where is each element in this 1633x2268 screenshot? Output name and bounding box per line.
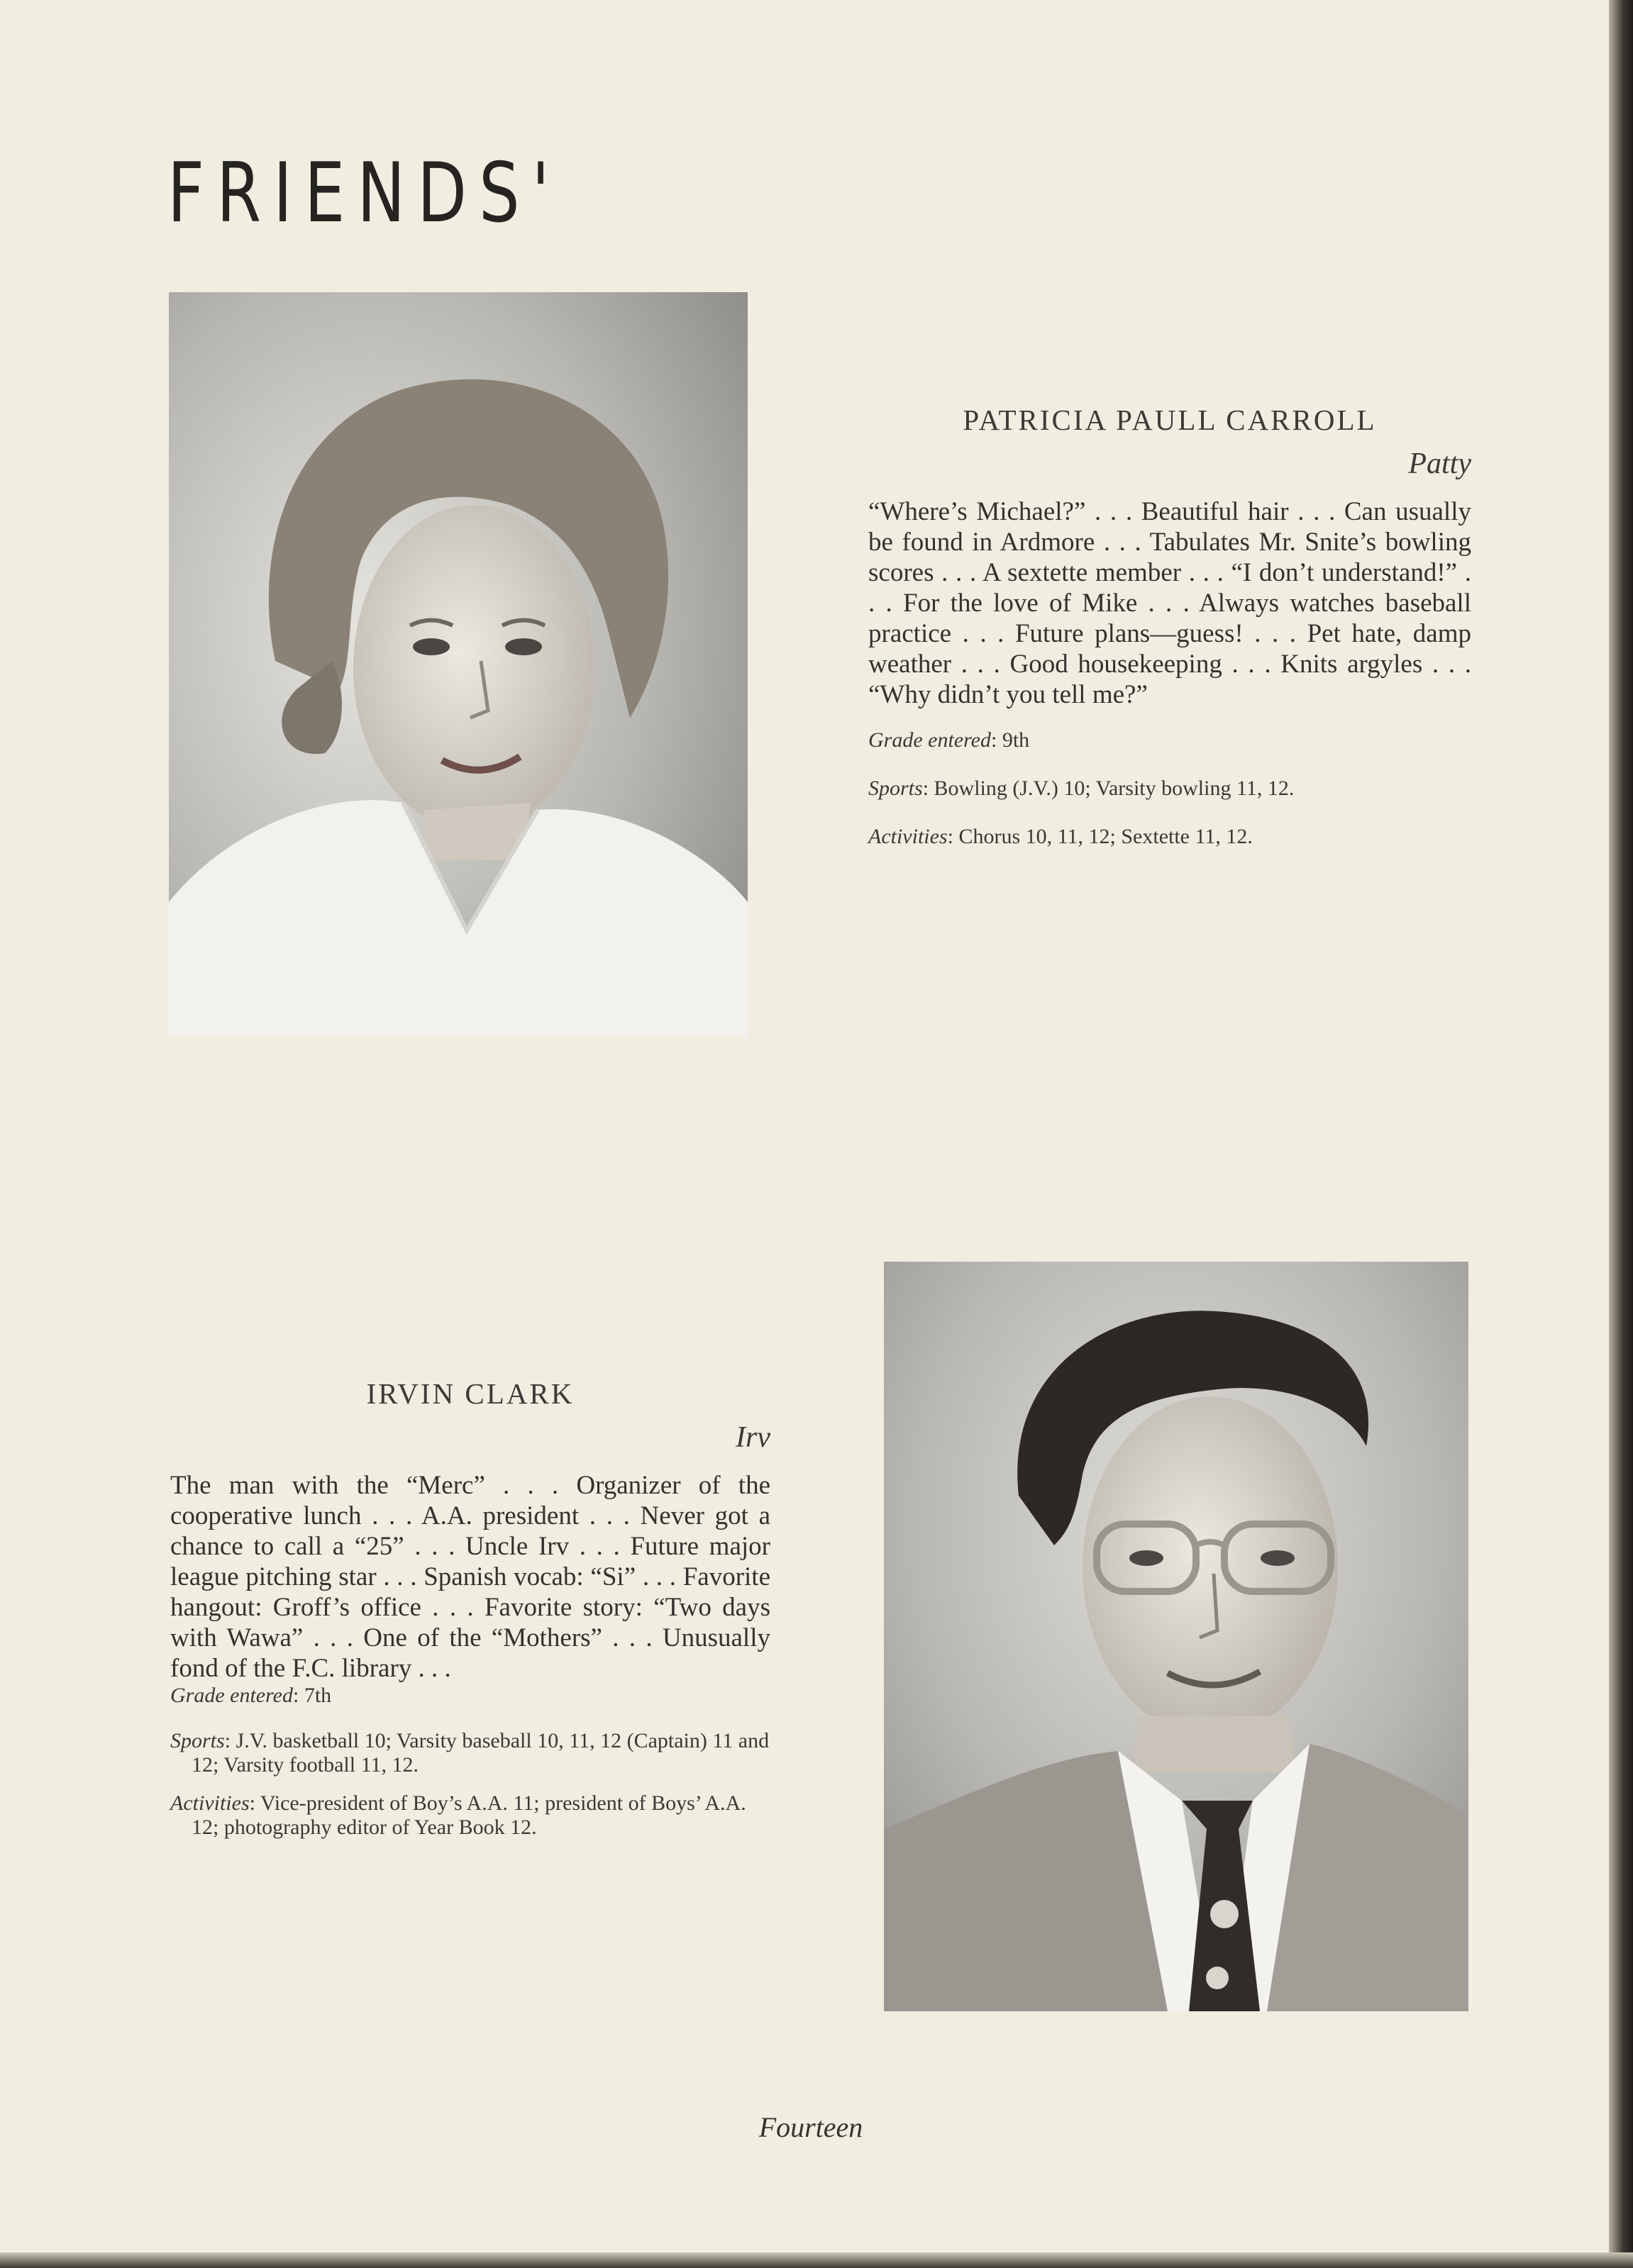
- student-bio: “Where’s Michael?” . . . Beautiful hair . . . Can usually be found in Ardmore . . . Tabulates Mr. Snite’s bowling scores . . . A sextette member . . . “I don’t understand!” . . . For the love of Mike . . . Always watches baseball practice . . . Future plans—guess! . . . Pet hate, damp weather . . . Good housekeeping . . . Knits argyles . . . “Why didn’t you tell me?”: [868, 497, 1471, 709]
- student-bio: The man with the “Merc” . . . Organizer of the cooperative lunch . . . A.A. president . . . Never got a chance to call a “25” . . . Uncle Irv . . . Future major league pitching star . . . Spanish vocab: “Si” . . . Favorite hangout: Groff’s office . . . Favorite story: “Two days with Wawa” . . . One of the “Mothers” . . . Unusually fond of the F.C. library . . .: [170, 1471, 770, 1683]
- sports-value: J.V. basketball 10; Varsity baseball 10, 11, 12 (Captain) 11 and 12; Varsity football 11, 12.: [192, 1729, 770, 1777]
- book-spine-edge: [1609, 0, 1633, 2268]
- grade-entered-label: Grade entered: [170, 1684, 293, 1707]
- activities-label: Activities: [868, 825, 948, 848]
- portrait-photo-patricia: [169, 292, 748, 1037]
- student-nickname: Irv: [736, 1421, 770, 1454]
- grade-entered-line: Grade entered: 7th: [170, 1684, 332, 1707]
- activities-label: Activities: [170, 1791, 250, 1815]
- page-heading: FRIENDS': [167, 145, 562, 241]
- student-entry-irvin: [170, 1372, 770, 1854]
- activities-value: Chorus 10, 11, 12; Sextette 11, 12.: [958, 825, 1253, 848]
- sports-line: Sports: J.V. basketball 10; Varsity baseball 10, 11, 12 (Captain) 11 and 12; Varsity football 11, 12.: [170, 1729, 770, 1777]
- page-bottom-edge: [0, 2252, 1633, 2268]
- sports-line: Sports: Bowling (J.V.) 10; Varsity bowling 11, 12.: [868, 777, 1295, 800]
- page-number: Fourteen: [758, 2111, 863, 2143]
- sports-label: Sports: [868, 777, 923, 800]
- grade-entered-value: 9th: [1002, 728, 1030, 752]
- portrait-photo-irvin: [884, 1262, 1468, 2011]
- grade-entered-value: 7th: [304, 1684, 332, 1707]
- grade-entered-line: Grade entered: 9th: [868, 728, 1030, 752]
- grade-entered-label: Grade entered: [868, 728, 991, 752]
- student-name: IRVIN CLARK: [366, 1377, 575, 1410]
- activities-value: Vice-president of Boy’s A.A. 11; president of Boys’ A.A. 12; photography editor of Year Book 12.: [192, 1791, 746, 1839]
- activities-line: Activities: Vice-president of Boy’s A.A. 11; president of Boys’ A.A. 12; photography editor of Year Book 12.: [170, 1791, 746, 1839]
- student-name: PATRICIA PAULL CARROLL: [963, 404, 1377, 436]
- student-nickname: Patty: [1408, 448, 1471, 480]
- sports-label: Sports: [170, 1729, 225, 1752]
- activities-line: Activities: Chorus 10, 11, 12; Sextette 11, 12.: [868, 825, 1253, 848]
- student-entry-patricia: [868, 399, 1471, 873]
- sports-value: Bowling (J.V.) 10; Varsity bowling 11, 12.: [934, 777, 1295, 800]
